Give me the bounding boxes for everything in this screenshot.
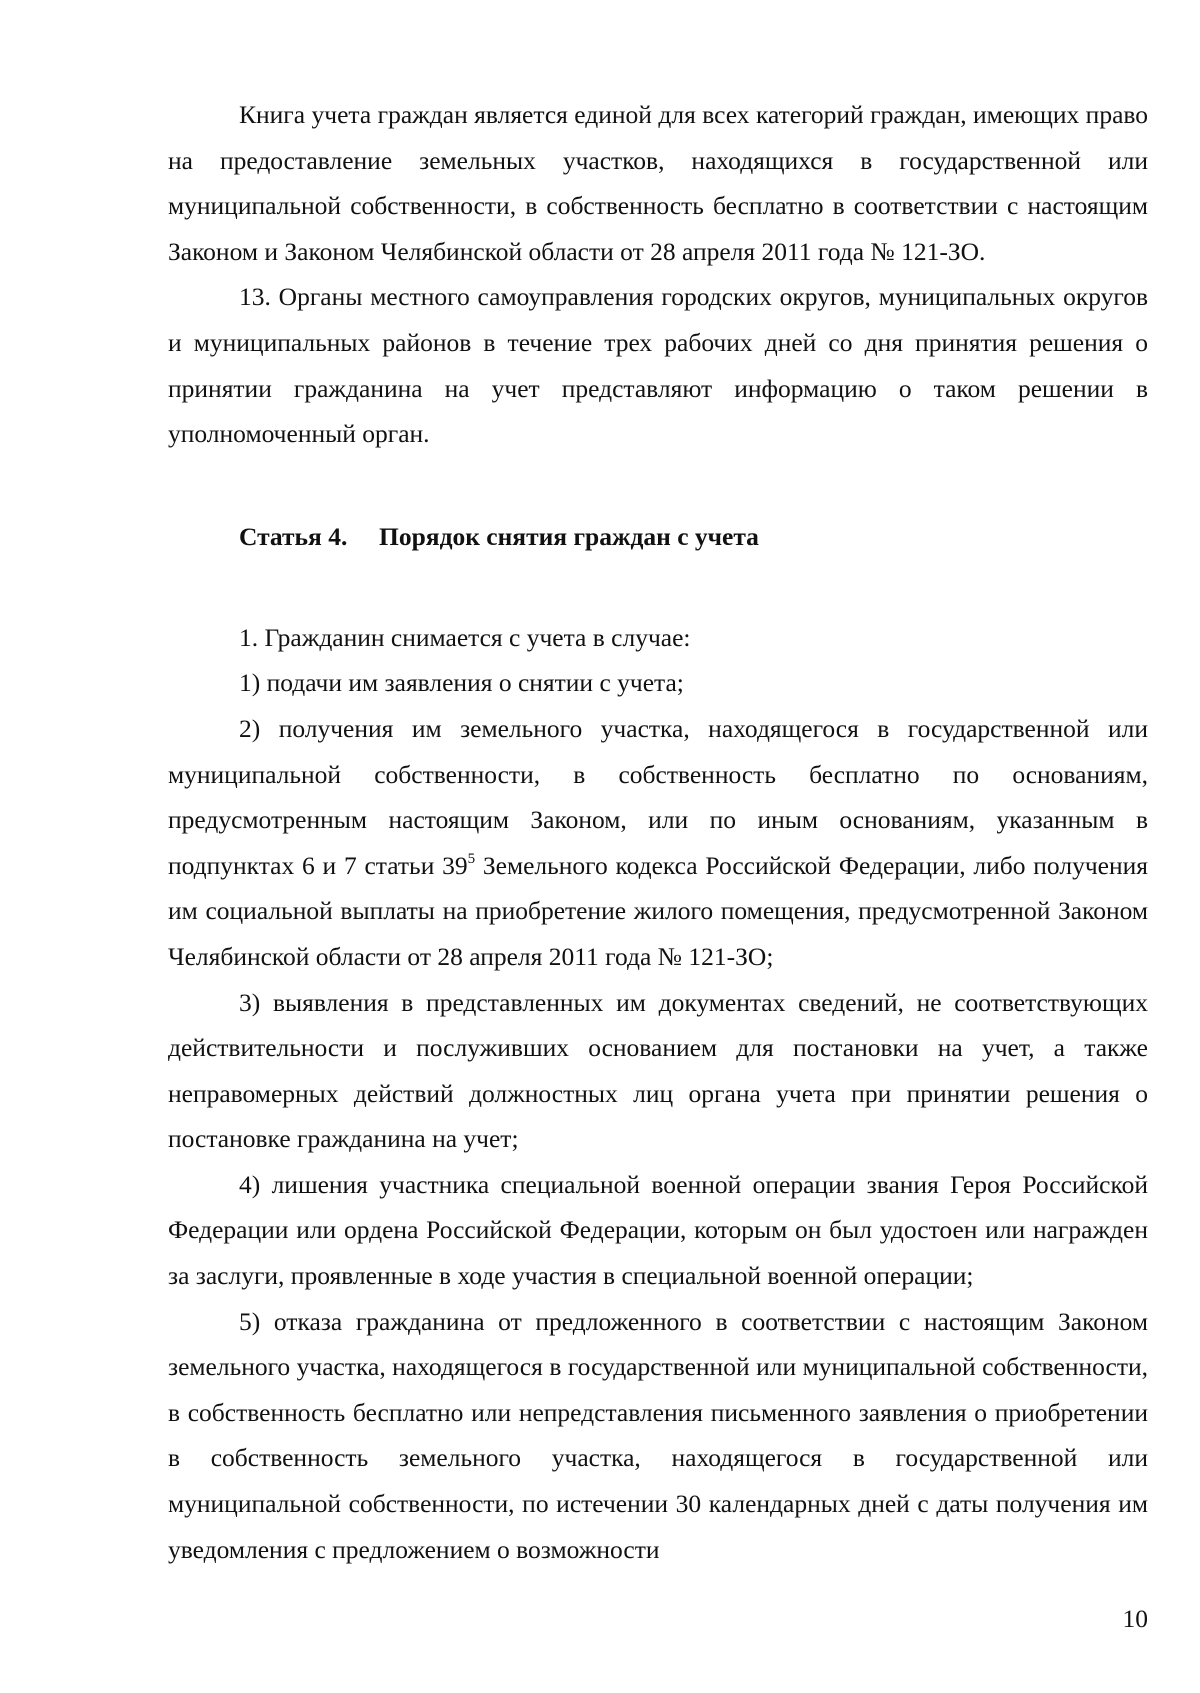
article-heading — [239, 517, 1148, 557]
paragraph-13: 13. Органы местного самоуправления городских округов, муниципальных округов и муниципальных районов в течение трех рабочих дней со дня принятия решения о принятии гражданина на учет представляют информацию о таком решении в уполномоченный орган. — [168, 282, 1148, 449]
article-superscript: 5 — [467, 850, 476, 867]
article-title: Порядок снятия граждан с учета — [379, 521, 759, 551]
article-number: Статья 4. — [239, 521, 348, 551]
page-number: 10 — [1122, 1604, 1148, 1633]
item-1-subitem-3: 3) выявления в представленных им документах сведений, не соответствующих действительности и послуживших основанием для постановки на учет, а также неправомерных действий должностных лиц органа учета при принятии решения о постановке гражданина на учет; — [168, 987, 1148, 1154]
paragraph-book-of-records: Книга учета граждан является единой для всех категорий граждан, имеющих право на предоставление земельных участков, находящихся в государственной или муниципальной собственности, в собственность бесплатно в соответствии с настоящим Законом и Законом Челябинской области от 28 апреля 2011 года № 121-ЗО. — [168, 100, 1148, 266]
subitem-2-text-start: 2) получения им земельного участка, находящегося в государственной или муниципальной собственности, в собственность бесплатно по основаниям, предусмотренным настоящим Законом, или по иным основаниям, указанным в подпунктах 6 и 7 статьи 39 — [168, 713, 1148, 880]
item-1-subitem-2 — [168, 706, 1148, 980]
item-1-subitem-1: 1) подачи им заявления о снятии с учета; — [239, 668, 684, 698]
subitem-2-text-end: Земельного кодекса Российской Федерации, либо получения им социальной выплаты на приобретение жилого помещения, предусмотренной Законом Челябинской области от 28 апреля 2011 года № 121-ЗО; — [168, 850, 1148, 971]
item-1-intro: 1. Гражданин снимается с учета в случае: — [239, 622, 691, 652]
document-page — [168, 92, 1148, 1572]
item-1-subitem-4: 4) лишения участника специальной военной операции звания Героя Российской Федерации или ордена Российской Федерации, которым он был удостоен или награжден за заслуги, проявленные в ходе участия в специальной военной операции; — [168, 1169, 1148, 1291]
item-1-subitem-5: 5) отказа гражданина от предложенного в соответствии с настоящим Законом земельного участка, находящегося в государственной или муниципальной собственности, в собственность бесплатно или непредставления письменного заявления о приобретении в собственность земельного участка, находящегося в государственной или муниципальной собственности, по истечении 30 календарных дней с даты получения им уведомления с предложением о возможности — [168, 1306, 1148, 1564]
